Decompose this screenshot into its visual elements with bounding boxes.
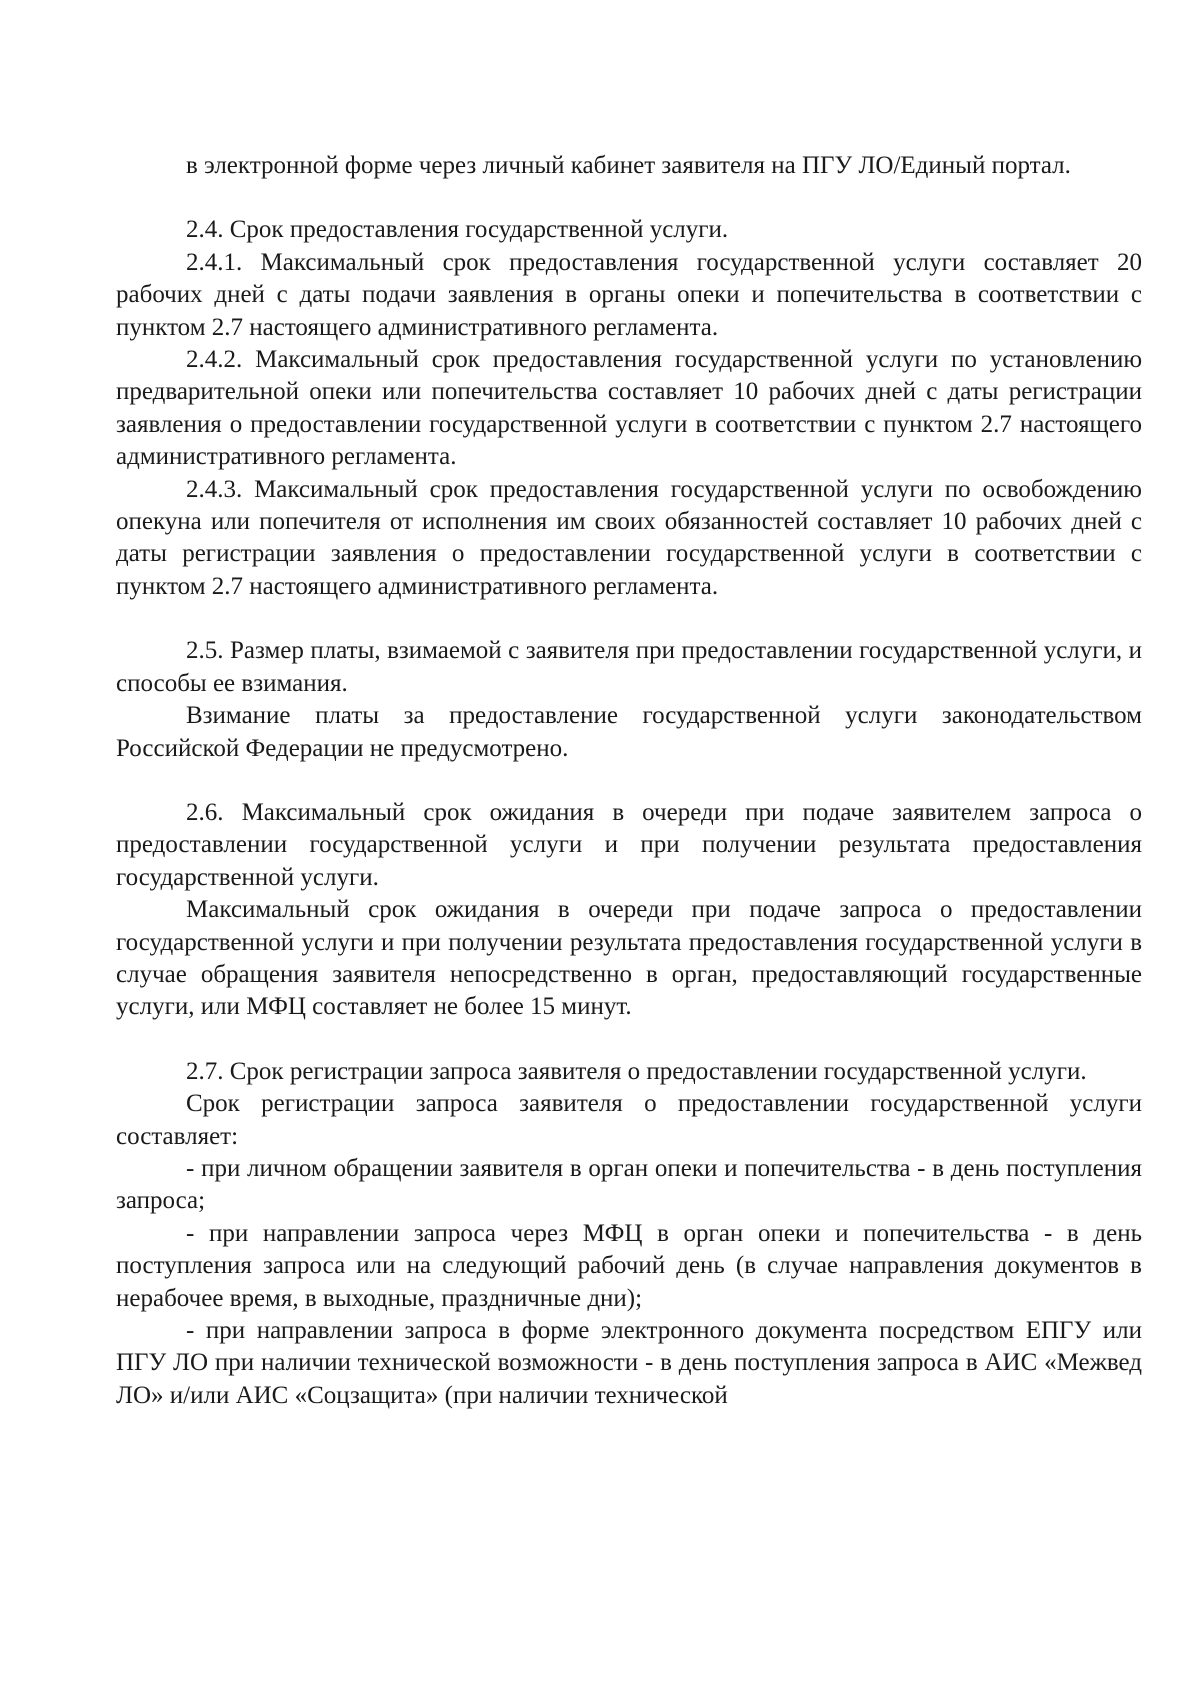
paragraph-2-4-1: 2.4.1. Максимальный срок предоставления государственной услуги составляет 20 рабочих дней с даты подачи заявления в органы опеки и попечительства в соответствии с пунктом 2.7 настоящего административного регламента. [116,248,1142,341]
list-item-mfc: - при направлении запроса через МФЦ в орган опеки и попечительства - в день поступления запроса или на следующий рабочий день (в случае направления документов в нерабочее время, в выходные, праздничные дни); [116,1219,1142,1312]
paragraph-electronic-form: в электронной форме через личный кабинет заявителя на ПГУ ЛО/Единый портал. [186,152,1071,179]
heading-2-4: 2.4. Срок предоставления государственной услуги. [186,216,729,244]
paragraph-2-6-body: Максимальный срок ожидания в очереди при подаче запроса о предоставлении государственной услуги и при получении результата предоставления государственной услуги в случае обращения заявителя непосредственно в орган, предоставляющий государственные услуги, или МФЦ составляет не более 15 минут. [116,896,1142,1021]
paragraph-2-7-body: Срок регистрации запроса заявителя о предоставлении государственной услуги составляет: [116,1090,1142,1150]
list-item-personal: - при личном обращении заявителя в орган опеки и попечительства - в день поступления запроса; [116,1154,1142,1215]
document-page [116,150,1142,1412]
heading-2-5: 2.5. Размер платы, взимаемой с заявителя при предоставлении государственной услуги, и способы ее взимания. [116,637,1142,697]
list-item-electronic: - при направлении запроса в форме электронного документа посредством ЕПГУ или ПГУ ЛО при наличии технической возможности - в день поступления запроса в АИС «Межвед ЛО» и/или АИС «Соцзащита» (при наличии технической [116,1317,1142,1409]
paragraph-2-4-2: 2.4.2. Максимальный срок предоставления государственной услуги по установлению предварительной опеки или попечительства составляет 10 рабочих дней с даты регистрации заявления о предоставлении государственной услуги в соответствии с пунктом 2.7 настоящего административного регламента. [116,346,1142,471]
heading-2-6: 2.6. Максимальный срок ожидания в очереди при подаче заявителем запроса о предоставлении государственной услуги и при получении результата предоставления государственной услуги. [116,798,1142,891]
heading-2-7: 2.7. Срок регистрации запроса заявителя о предоставлении государственной услуги. [186,1057,1087,1085]
paragraph-2-4-3: 2.4.3. Максимальный срок предоставления государственной услуги по освобождению опекуна или попечителя от исполнения им своих обязанностей составляет 10 рабочих дней с даты регистрации заявления о предоставлении государственной услуги в соответствии с пунктом 2.7 настоящего административного регламента. [116,475,1142,600]
paragraph-2-5-body: Взимание платы за предоставление государственной услуги законодательством Российской Федерации не предусмотрено. [116,702,1142,762]
